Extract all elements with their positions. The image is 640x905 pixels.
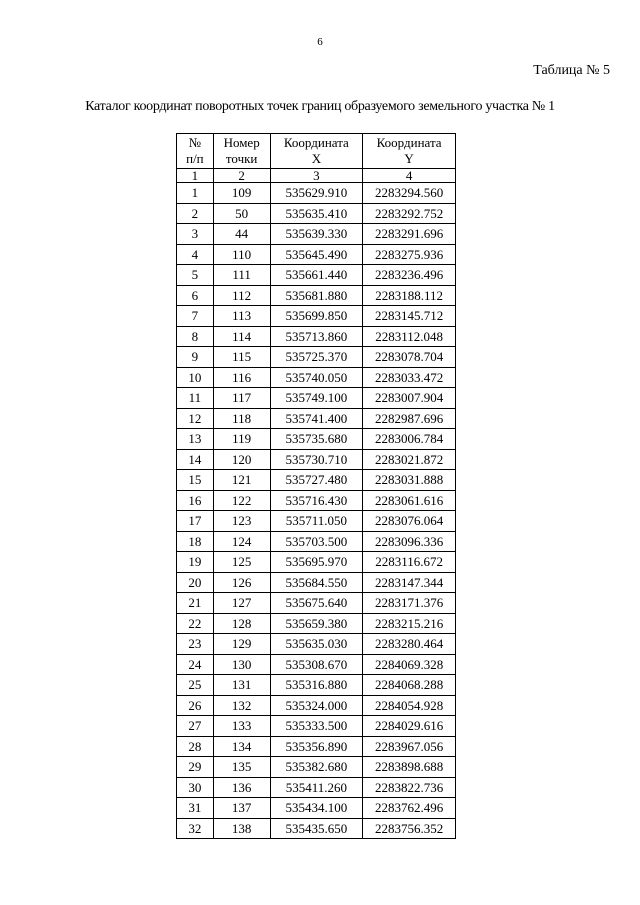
cell-index: 7	[177, 306, 214, 327]
cell-coord-x: 535735.680	[270, 429, 363, 450]
table-row	[177, 449, 456, 470]
cell-coord-x: 535635.030	[270, 634, 363, 655]
table-row	[177, 716, 456, 737]
cell-coord-y: 2283031.888	[363, 470, 456, 491]
table-row	[177, 306, 456, 327]
table-row	[177, 593, 456, 614]
cell-point-number: 124	[213, 531, 270, 552]
column-number-row	[177, 169, 456, 183]
table-row	[177, 470, 456, 491]
table-row	[177, 511, 456, 532]
cell-coord-x: 535741.400	[270, 408, 363, 429]
cell-index: 10	[177, 367, 214, 388]
table-row	[177, 675, 456, 696]
cell-coord-y: 2283280.464	[363, 634, 456, 655]
header-point-line2: точки	[225, 151, 258, 166]
cell-coord-y: 2284068.288	[363, 675, 456, 696]
cell-coord-x: 535699.850	[270, 306, 363, 327]
cell-coord-y: 2283061.616	[363, 490, 456, 511]
cell-coord-x: 535434.100	[270, 798, 363, 819]
cell-coord-x: 535681.880	[270, 285, 363, 306]
cell-coord-x: 535635.410	[270, 203, 363, 224]
cell-coord-x: 535727.480	[270, 470, 363, 491]
cell-coord-x: 535382.680	[270, 757, 363, 778]
cell-coord-y: 2283967.056	[363, 736, 456, 757]
cell-coord-y: 2283006.784	[363, 429, 456, 450]
cell-point-number: 128	[213, 613, 270, 634]
cell-index: 16	[177, 490, 214, 511]
cell-point-number: 138	[213, 818, 270, 839]
cell-coord-x: 535684.550	[270, 572, 363, 593]
cell-index: 29	[177, 757, 214, 778]
cell-index: 19	[177, 552, 214, 573]
table-row	[177, 695, 456, 716]
cell-index: 8	[177, 326, 214, 347]
table-row	[177, 224, 456, 245]
table-row	[177, 429, 456, 450]
cell-point-number: 114	[213, 326, 270, 347]
cell-coord-y: 2283033.472	[363, 367, 456, 388]
cell-index: 18	[177, 531, 214, 552]
cell-point-number: 120	[213, 449, 270, 470]
table-row	[177, 326, 456, 347]
cell-coord-y: 2283294.560	[363, 183, 456, 204]
header-x-line2: X	[311, 151, 322, 166]
cell-coord-x: 535333.500	[270, 716, 363, 737]
cell-point-number: 113	[213, 306, 270, 327]
table-row	[177, 572, 456, 593]
column-number: 4	[363, 169, 456, 183]
cell-point-number: 123	[213, 511, 270, 532]
page-number: 6	[317, 36, 323, 48]
table-row	[177, 285, 456, 306]
cell-coord-y: 2283292.752	[363, 203, 456, 224]
cell-point-number: 125	[213, 552, 270, 573]
table-row	[177, 203, 456, 224]
cell-coord-x: 535308.670	[270, 654, 363, 675]
header-point-line1: Номер	[223, 135, 260, 150]
cell-point-number: 111	[213, 265, 270, 286]
cell-point-number: 44	[213, 224, 270, 245]
table-row	[177, 265, 456, 286]
cell-index: 6	[177, 285, 214, 306]
cell-point-number: 112	[213, 285, 270, 306]
column-number: 2	[213, 169, 270, 183]
cell-index: 25	[177, 675, 214, 696]
cell-coord-x: 535730.710	[270, 449, 363, 470]
cell-point-number: 137	[213, 798, 270, 819]
cell-point-number: 115	[213, 347, 270, 368]
cell-index: 31	[177, 798, 214, 819]
cell-index: 1	[177, 183, 214, 204]
cell-point-number: 129	[213, 634, 270, 655]
cell-coord-y: 2283171.376	[363, 593, 456, 614]
cell-coord-x: 535659.380	[270, 613, 363, 634]
cell-index: 13	[177, 429, 214, 450]
cell-coord-y: 2283898.688	[363, 757, 456, 778]
cell-coord-y: 2283756.352	[363, 818, 456, 839]
cell-coord-y: 2283096.336	[363, 531, 456, 552]
table-header-row	[177, 134, 456, 169]
cell-coord-x: 535716.430	[270, 490, 363, 511]
cell-point-number: 121	[213, 470, 270, 491]
cell-index: 17	[177, 511, 214, 532]
cell-coord-x: 535324.000	[270, 695, 363, 716]
cell-index: 14	[177, 449, 214, 470]
cell-index: 26	[177, 695, 214, 716]
cell-index: 11	[177, 388, 214, 409]
table-row	[177, 490, 456, 511]
table-row	[177, 388, 456, 409]
cell-index: 2	[177, 203, 214, 224]
table-row	[177, 798, 456, 819]
cell-coord-y: 2283291.696	[363, 224, 456, 245]
table-row	[177, 408, 456, 429]
cell-coord-x: 535703.500	[270, 531, 363, 552]
cell-index: 4	[177, 244, 214, 265]
table-row	[177, 654, 456, 675]
cell-index: 5	[177, 265, 214, 286]
cell-point-number: 110	[213, 244, 270, 265]
cell-coord-x: 535316.880	[270, 675, 363, 696]
table-row	[177, 347, 456, 368]
header-index-line1: №	[188, 135, 202, 150]
cell-coord-x: 535725.370	[270, 347, 363, 368]
cell-index: 32	[177, 818, 214, 839]
cell-coord-x: 535749.100	[270, 388, 363, 409]
header-point-number	[213, 134, 270, 169]
cell-coord-x: 535639.330	[270, 224, 363, 245]
cell-point-number: 133	[213, 716, 270, 737]
cell-point-number: 127	[213, 593, 270, 614]
cell-coord-x: 535435.650	[270, 818, 363, 839]
table-row	[177, 613, 456, 634]
cell-coord-x: 535411.260	[270, 777, 363, 798]
table-row	[177, 818, 456, 839]
cell-coord-x: 535356.890	[270, 736, 363, 757]
table-row	[177, 552, 456, 573]
cell-coord-y: 2284054.928	[363, 695, 456, 716]
cell-point-number: 134	[213, 736, 270, 757]
cell-index: 12	[177, 408, 214, 429]
coordinates-table	[176, 133, 456, 839]
table-row	[177, 634, 456, 655]
cell-coord-x: 535645.490	[270, 244, 363, 265]
table-row	[177, 367, 456, 388]
cell-point-number: 126	[213, 572, 270, 593]
cell-point-number: 130	[213, 654, 270, 675]
cell-index: 22	[177, 613, 214, 634]
header-index	[177, 134, 214, 169]
cell-index: 21	[177, 593, 214, 614]
column-number: 1	[177, 169, 214, 183]
table-row	[177, 777, 456, 798]
cell-point-number: 135	[213, 757, 270, 778]
cell-index: 15	[177, 470, 214, 491]
cell-point-number: 109	[213, 183, 270, 204]
cell-coord-y: 2283822.736	[363, 777, 456, 798]
cell-index: 23	[177, 634, 214, 655]
header-y-line1: Координата	[376, 135, 442, 150]
table-row	[177, 757, 456, 778]
cell-point-number: 131	[213, 675, 270, 696]
table-caption: Каталог координат поворотных точек границ образуемого земельного участка № 1	[85, 99, 555, 114]
header-x-line1: Координата	[283, 135, 349, 150]
cell-index: 28	[177, 736, 214, 757]
table-label: Таблица № 5	[533, 63, 610, 78]
cell-coord-x: 535740.050	[270, 367, 363, 388]
cell-point-number: 50	[213, 203, 270, 224]
cell-index: 3	[177, 224, 214, 245]
cell-coord-y: 2283112.048	[363, 326, 456, 347]
cell-point-number: 122	[213, 490, 270, 511]
cell-point-number: 118	[213, 408, 270, 429]
cell-point-number: 117	[213, 388, 270, 409]
header-y-line2: Y	[404, 151, 414, 166]
cell-point-number: 119	[213, 429, 270, 450]
cell-coord-x: 535711.050	[270, 511, 363, 532]
cell-point-number: 132	[213, 695, 270, 716]
cell-coord-x: 535675.640	[270, 593, 363, 614]
header-coord-y	[363, 134, 456, 169]
table-row	[177, 183, 456, 204]
cell-coord-y: 2283078.704	[363, 347, 456, 368]
cell-coord-y: 2283188.112	[363, 285, 456, 306]
cell-coord-y: 2283275.936	[363, 244, 456, 265]
cell-index: 9	[177, 347, 214, 368]
cell-coord-y: 2283021.872	[363, 449, 456, 470]
cell-coord-x: 535629.910	[270, 183, 363, 204]
cell-coord-y: 2283236.496	[363, 265, 456, 286]
cell-point-number: 116	[213, 367, 270, 388]
cell-coord-y: 2283007.904	[363, 388, 456, 409]
table-row	[177, 736, 456, 757]
cell-index: 20	[177, 572, 214, 593]
column-number: 3	[270, 169, 363, 183]
cell-coord-y: 2283145.712	[363, 306, 456, 327]
table-row	[177, 531, 456, 552]
header-index-line2: п/п	[186, 151, 204, 166]
cell-coord-y: 2284069.328	[363, 654, 456, 675]
cell-coord-y: 2282987.696	[363, 408, 456, 429]
cell-index: 30	[177, 777, 214, 798]
table-row	[177, 244, 456, 265]
cell-coord-x: 535695.970	[270, 552, 363, 573]
cell-coord-x: 535661.440	[270, 265, 363, 286]
cell-coord-y: 2283762.496	[363, 798, 456, 819]
cell-coord-y: 2283215.216	[363, 613, 456, 634]
cell-coord-x: 535713.860	[270, 326, 363, 347]
cell-coord-y: 2284029.616	[363, 716, 456, 737]
cell-coord-y: 2283147.344	[363, 572, 456, 593]
cell-index: 27	[177, 716, 214, 737]
cell-coord-y: 2283076.064	[363, 511, 456, 532]
cell-coord-y: 2283116.672	[363, 552, 456, 573]
cell-index: 24	[177, 654, 214, 675]
cell-point-number: 136	[213, 777, 270, 798]
header-coord-x	[270, 134, 363, 169]
